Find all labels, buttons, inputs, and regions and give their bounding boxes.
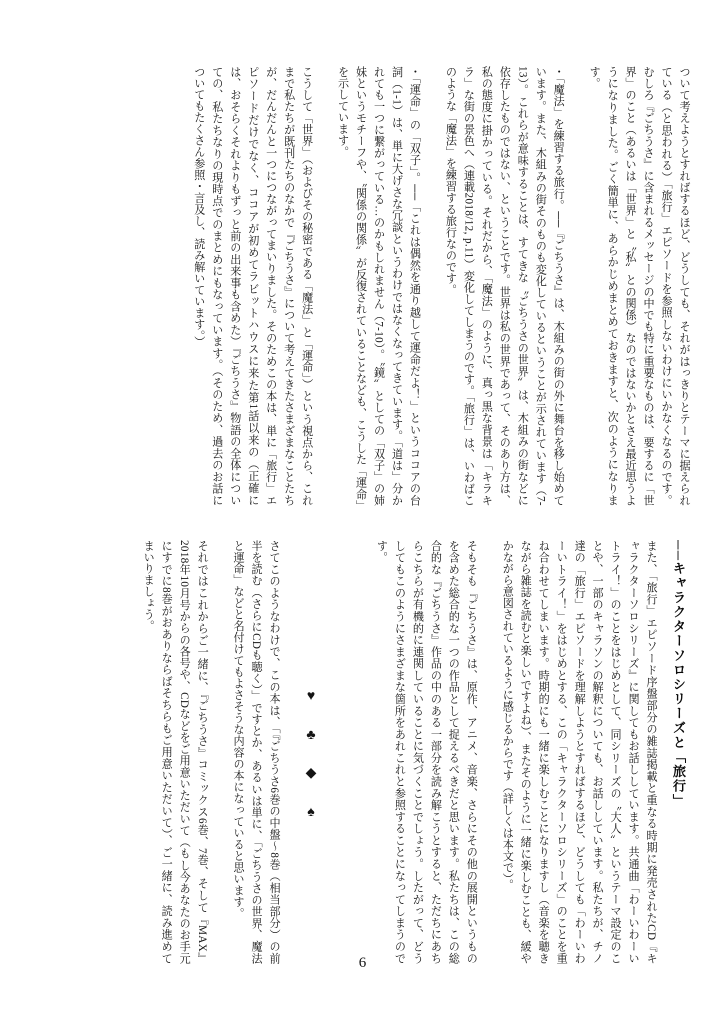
- heart-icon: ♥: [306, 689, 316, 704]
- closing-article-body: [96, 540, 282, 964]
- upper-article-block: [96, 66, 692, 506]
- lower-article-block: [299, 540, 659, 964]
- closing-paragraph-2: それではこれからご一緒に、『ごちうさ』コミックス6巻、7巻、そして『MAX』2018年10月号からの各号や、CDなどをご用意いただいて（もし今あなたのお手元にすでに8巻がおありならばそちらもご用意いただいて）、ご一緒に、読み進めてまいりましょう。: [142, 540, 209, 964]
- lower-article-body: また、「旅行」エピソード序盤部分の雑誌掲載と重なる時期に発売されたCD『キャラクターソロシリーズ』に関してもお話ししています。共通曲「わーいわーいトライ！」のことをはじめとして、同シリーズの〝大人〟というテーマ設定のことや、一部のキャラソンの解釈についても、お話ししています。私たちが、チノ達の「旅行」エピソードを理解しようとすればするほど、どうしても「わーいわーいトライ！」をはじめとする、この「キャラクターソロシリーズ」のことを重ね合わせてしまいます。時期的にも一緒に楽しむことになりますし（音楽を聴きながら雑誌を読むと楽しいですよね）、またそのように一緒に楽しむことも、緩やかながら意図されているように感じるからです（詳しくは本文で）。 そもそも『ごちうさ』は、原作、アニメ、音楽、さらにその他の展開というものを含めた総合的な一つの作品として捉えるべきだと思います。私たちは、この総合的な『ごちうさ』作品の中のある一部分を読み解こうとすると、ただちにあちらこちらが有機的に連関していることに気づくことでしょう。したがって、どうしてもこのようにさまざまな箇所をあれこれと参照することになってしまうのです。: [375, 540, 657, 964]
- upper-article-body: ついて考えようとすればするほど、どうしても、それがはっきりとテーマに据えられている（と思われる）「旅行」エピソードを参照しないわけにいかなくなるのです。むしろ『ごちうさ』に含まれるメッセージの中でも特に重要なものは、要するに「世界」のこと（あるいは「世界」と〝私〟との関係）なのではないかとさえ最近思うようになりました。ごく簡単に、あらかじめまとめておきますと、次のようになります。 ・「魔法」を練習する旅行。──『ごちうさ』は、木組みの街の外に舞台を移し始めています。また、木組みの街そのものも変化しているということが示されています（7-13）。これらが意味することは、すてきな〝ごちうさの世界〟は、木組みの街などに依存したものではない、ということです。世界は私の世界であって、そのあり方は、私の態度に掛かっている。それだから、「魔法」のように、真っ黒な背景は「キラキラ」な街の景色へ（連載2018/12, p.11）変化してしまうのです。「旅行」は、いわばこのような「魔法」を練習する旅行なのです。 ・「運命」の「双子」。──「これは偶然を通り越して運命だよ！」というココアの台詞（1-1）は、単に大げさな冗談というわけではなくなってきています。「道は」分かれても一つに繋がっている…のかもしれません（7-10）。〝鏡〟としての「双子」の姉妹というモチーフや、〝関係の関係〟が反復されていることなども、こうした「運命」を示しています。 こうして「世界」（およびその秘密である「魔法」と「運命」）という視点から、これまで私たちが既刊たちのなかで『ごちうさ』について考えてきたさまざまなことたちが、だんだんと一つにつながってまいりました。そのためこの本は、単に「旅行」エピソードだけでなく、ココアが初めてラビットハウスに来た第1話以来の（正確には、おそらくそれよりもずっと前の出来事も含めた）『ごちうさ』物語の全体についての、私たちなりの現時点でのまとめにもなっています。（そのため、過去のお話についてもたくさん参照・言及し、読み解いています。）: [192, 66, 690, 506]
- diamond-icon: ◆: [305, 766, 317, 782]
- closing-paragraph-1: さてこのようなわけで、この本は、「『ごちうさ6巻の中盤〜8巻（相当部分）の前半を読む（さらにCDも聴く）」ですとか、あるいは単に、「ごちうさの世界、魔法と運命」などと名付けてもよさそうな内容の本になっていると思います。: [232, 540, 280, 964]
- page-number: 6: [358, 955, 367, 971]
- suit-ornament-divider: [302, 690, 320, 820]
- section-heading-character-solo-series: ──キャラクターソロシリーズと「旅行」: [671, 540, 686, 809]
- spade-icon: ♠: [307, 804, 315, 820]
- closing-article-block: [96, 540, 282, 964]
- club-icon: ♣: [306, 727, 316, 743]
